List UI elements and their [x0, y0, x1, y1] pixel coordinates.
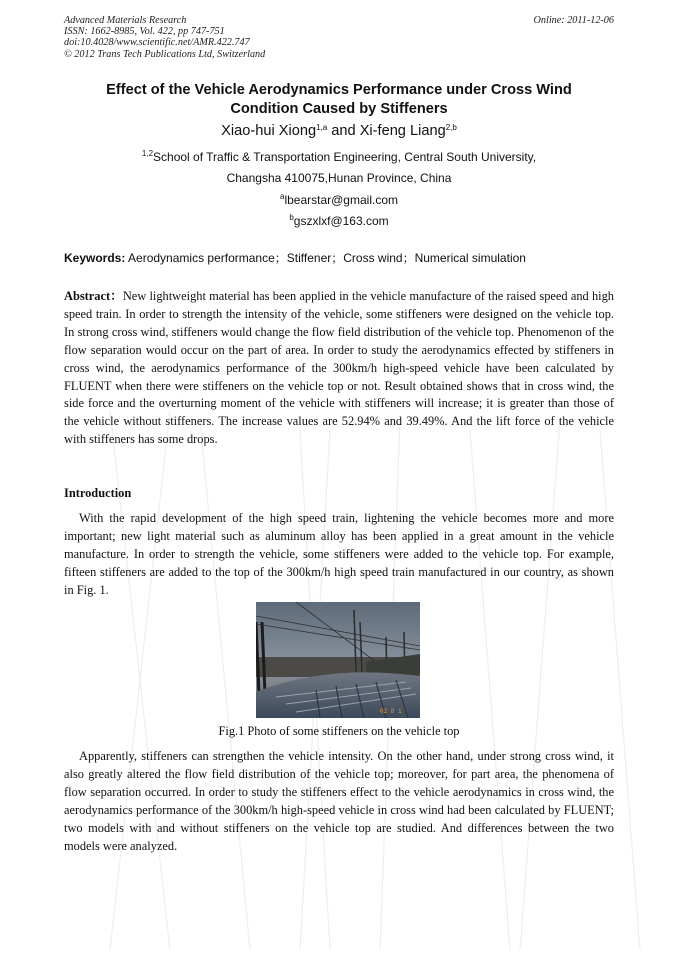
email-a [64, 193, 614, 207]
introduction-heading: Introduction [64, 486, 132, 500]
email-a-text[interactable]: lbearstar@gmail.com [284, 193, 398, 207]
author-1-sup: 1,a [316, 123, 328, 132]
email-b-text[interactable]: gszxlxf@163.com [293, 214, 389, 228]
journal-header [64, 15, 614, 60]
author-2-sup: 2,b [445, 123, 457, 132]
author-2: Xi-feng Liang [359, 123, 446, 139]
abstract-label: Abstract： [64, 289, 123, 303]
email-a-sup: a [279, 192, 285, 201]
author-1: Xiao-hui Xiong [221, 123, 317, 139]
affiliation-text-1: School of Traffic & Transportation Engineering, Central South University, [153, 150, 537, 164]
abstract-text: New lightweight material has been applied in the vehicle manufacture of the raised speed and high speed train. In order to strength the intensity of the vehicle, some stiffeners were designed on the vehicle top. In strong cross wind, stiffeners would change the flow field distribution of the vehicle top. Phenomenon of the flow separation would occur on the part of area. In order to study the aerodynamics effected by stiffeners in cross wind, the aerodynamics performance of the 300km/h high-speed vehicle have been calculated by FLUENT when there were stiffeners on the vehicle top or not. Result obtained shows that in cross wind, the side force and the overturning moment of the vehicle with stiffeners will increase; it is greater than those of the vehicle without stiffeners. The increase values are 52.94% and 39.49%. And the lift force of the vehicle with stiffeners has some drops. [64, 289, 614, 447]
doi-line[interactable]: doi:10.4028/www.scientific.net/AMR.422.747 [64, 37, 250, 49]
author-and: and [327, 123, 360, 139]
email-b [64, 214, 614, 228]
intro-paragraph-2: Apparently, stiffeners can strengthen the vehicle intensity. On the other hand, under strong cross wind, it also greatly altered the flow field distribution of the vehicle top; moreover, for part area, the phenomena of flow separation occurred. In order to study the stiffeners effect to the vehicle aerodynamics in cross wind, the aerodynamics performance of the 300km/h high-speed vehicle in cross wind had been calculated by FLUENT; two models with and without stiffeners on the vehicle top are studied. And differences between the two models were analyzed. [64, 749, 614, 853]
keywords [64, 249, 624, 266]
title-line-2: Condition Caused by Stiffeners [230, 101, 448, 117]
affiliation-line-2: Changsha 410075,Hunan Province, China [226, 171, 452, 185]
online-date: Online: 2011-12-06 [533, 15, 614, 26]
intro-paragraph-1: With the rapid development of the high speed train, lightening the vehicle becomes more and more important; new light material such as aluminum alloy has been applied in a great amount in the vehicle manufacture. In order to strength the vehicle, some stiffeners were added to the vehicle top. For example, fifteen stiffeners are added to the top of the 300km/h high speed train manufactured in our country, as shown in Fig. 1. [64, 511, 614, 597]
issn-line: ISSN: 1662-8985, Vol. 422, pp 747-751 [64, 26, 225, 38]
authors [64, 123, 614, 139]
paper-title [64, 81, 614, 119]
affiliation-line-1 [64, 150, 614, 164]
figure-1-caption: Fig.1 Photo of some stiffeners on the vehicle top [218, 724, 460, 738]
copyright-line: © 2012 Trans Tech Publications Ltd, Switzerland [64, 48, 266, 60]
abstract [64, 288, 614, 449]
email-b-sup: b [289, 213, 294, 222]
keywords-label: Keywords: [64, 251, 126, 265]
train-roof-photo [256, 602, 420, 718]
title-line-1: Effect of the Vehicle Aerodynamics Performance under Cross Wind [106, 82, 572, 98]
figure-1-photo [256, 602, 420, 718]
affiliation-sup: 1,2 [141, 149, 154, 158]
photo-date-stamp: 02 8 1 [380, 708, 402, 715]
keywords-text: Aerodynamics performance；Stiffener；Cross wind；Numerical simulation [125, 251, 526, 265]
journal-name: Advanced Materials Research [64, 15, 187, 26]
